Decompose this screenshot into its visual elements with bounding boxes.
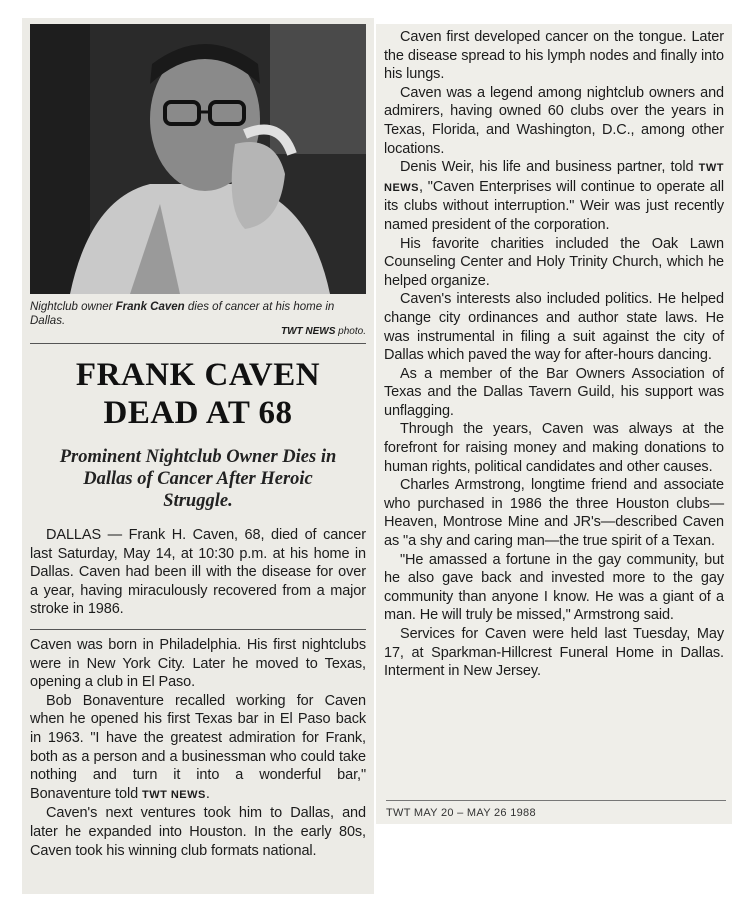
divider [30,629,366,630]
frank-caven-photo [30,24,366,294]
headline-line-2: DEAD AT 68 [103,395,293,431]
paragraph: "He amassed a fortune in the gay community, but he also gave back and invested more to the gay community than anyone I know. He was a giant of a man. He will truly be missed," Armstrong said. [384,551,724,624]
credit-source: TWT NEWS [280,326,336,337]
paragraph: Caven was born in Philadelphia. His first nightclubs were in New York City. Later he moved to Texas, opening a club in El Paso. [30,636,366,691]
portrait-illustration [30,24,366,294]
left-column-clipping [22,18,374,894]
paragraph-text: Bob Bonaventure recalled working for Caven when he opened his first Texas bar in El Paso back in 1963. "I have the greatest admiration for Frank, both as a person and a businessman who could take nothing and turn it into a wonderful bar," Bonaventure told [30,692,366,802]
paragraph [384,158,724,234]
lead-text: DALLAS — Frank H. Caven, 68, died of cancer last Saturday, May 14, at 10:30 p.m. at his home in Dallas. Caven had been ill with the disease for over a year, having miraculously recovered from a major stroke in 1986. [30,527,366,618]
paragraph-text: Denis Weir, his life and business partner, told [400,159,699,176]
paragraph-text: , "Caven Enterprises will continue to operate all its clubs without interruption." Weir was just recently named president of the corporation. [384,178,724,233]
source-tag: TWT NEWS [384,162,724,194]
paragraph-text: . [205,785,210,802]
paragraph [30,692,366,805]
paragraph: Caven was a legend among nightclub owners and admirers, having owned 60 clubs over the years in Texas, Florida, and Washington, D.C., among other locations. [384,84,724,157]
caption-name: Frank Caven [115,301,185,313]
paragraph: Caven's next ventures took him to Dallas, and later he expanded into Houston. In the early 80s, Caven took his winning club formats national. [30,805,366,859]
source-tag: TWT NEWS [141,788,206,801]
headline-line-1: FRANK CAVEN [75,357,321,393]
right-column-clipping [376,24,732,824]
paragraph: Caven first developed cancer on the tongue. Later the disease spread to his lymph nodes and finally into his lungs. [384,29,724,83]
left-column-body [30,636,366,860]
photo-credit [30,326,366,337]
paragraph: Services for Caven were held last Tuesday, May 17, at Sparkman-Hillcrest Funeral Home in Dallas. Interment in New Jersey. [384,626,724,680]
headline [30,356,366,432]
paragraph: As a member of the Bar Owners Association of Texas and the Dallas Tavern Guild, his support was unflagging. [384,365,724,419]
photo-caption [30,300,366,328]
caption-suffix: dies of cancer at his home in Dallas. [30,301,335,327]
paragraph: His favorite charities included the Oak Lawn Counseling Center and Holy Trinity Church, which he helped organize. [384,235,724,289]
credit-suffix: photo. [335,326,366,337]
divider [30,343,366,344]
paragraph: Through the years, Caven was always at the forefront for raising money and making donations to human rights, political candidates and other causes. [384,421,724,475]
paragraph: Charles Armstrong, longtime friend and associate who purchased in 1986 the three Houston clubs—Heaven, Montrose Mine and JR's—described Caven as "a shy and caring man—the true spirit of a Texan. [384,477,724,550]
publication-dateline: TWT MAY 20 – MAY 26 1988 [386,800,726,822]
lead-paragraph [30,526,366,619]
right-column-body [384,28,724,681]
paragraph: Caven's interests also included politics. He helped change city ordinances and author state laws. He was instrumental in filing a suit against the city of Dallas which paved the way for after-hours dancing. [384,291,724,364]
subhead: Prominent Nightclub Owner Dies in Dallas of Cancer After Heroic Struggle. [59,447,337,511]
caption-prefix: Nightclub owner [30,301,116,313]
